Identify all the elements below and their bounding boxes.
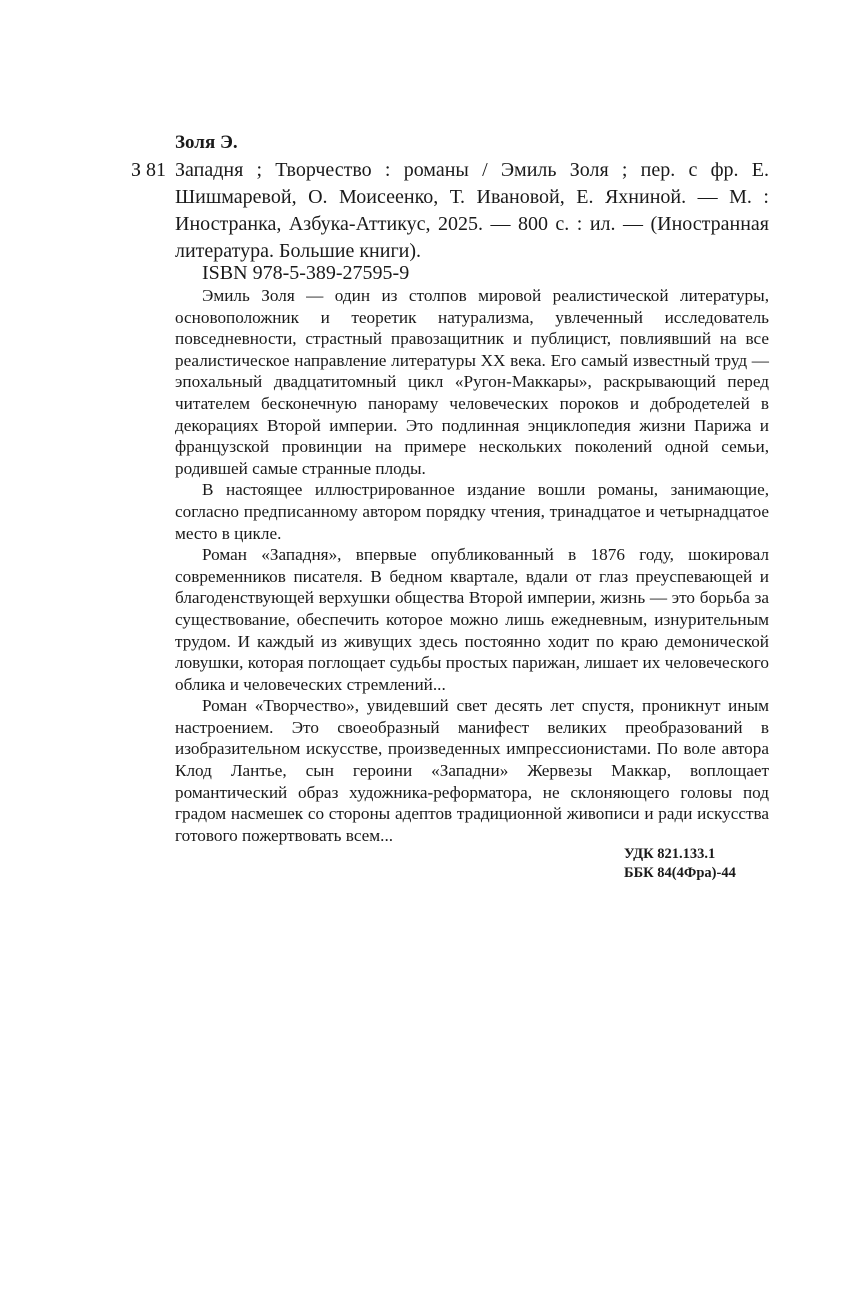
- bbk-code: ББК 84(4Фра)-44: [624, 865, 736, 881]
- annotation: [175, 285, 769, 846]
- isbn: ISBN 978-5-389-27595-9: [202, 262, 410, 284]
- classification-codes: [624, 845, 736, 883]
- annotation-paragraph: В настоящее иллюстрированное издание вошли романы, занимающие, согласно предписанному автором порядку чтения, тринадцатое и четырнадцатое место в цикле.: [175, 480, 769, 543]
- annotation-paragraph: Роман «Творчество», увидевший свет десять лет спустя, проникнут иным настроением. Это своеобразный манифест великих преобразований в изобразительном искусстве, произведенных импрессионистами. По воле автора Клод Лантье, сын героини «Западни» Жервезы Маккар, воплощает романтический образ художника-реформатора, не склоняющего головы под градом насмешек со стороны адептов традиционной живописи и ради искусства готового пожертвовать всем...: [175, 696, 769, 845]
- bibliographic-record: Западня ; Творчество : романы / Эмиль Золя ; пер. с фр. Е. Шишмаревой, О. Моисеенко, Т. Ивановой, Е. Яхниной. — М. : Иностранка, Азбука-Аттикус, 2025. — 800 с. : ил. — (Иностранная литература. Большие книги).: [175, 159, 769, 262]
- author-heading: Золя Э.: [175, 132, 238, 153]
- annotation-paragraph: Эмиль Золя — один из столпов мировой реалистической литературы, основоположник и теоретик натурализма, увлеченный исследователь повседневности, страстный правозащитник и публицист, повлиявший на все реалистическое направление литературы XX века. Его самый известный труд — эпохальный двадцатитомный цикл «Ругон-Маккары», раскрывающий перед читателем бесконечную панораму человеческих пороков и добродетелей в декорациях Второй империи. Это подлинная энциклопедия жизни Парижа и французской провинции на примере нескольких поколений одной семьи, родившей самые странные плоды.: [175, 286, 769, 478]
- catalog-code: З 81: [131, 159, 167, 181]
- udk-code: УДК 821.133.1: [624, 846, 716, 862]
- annotation-paragraph: Роман «Западня», впервые опубликованный в 1876 году, шокировал современников писателя. В бедном квартале, вдали от глаз преуспевающей и благоденствующей верхушки общества Второй империи, жизнь — это борьба за существование, обеспечить которое можно лишь ежедневным, изнурительным трудом. И каждый из живущих здесь постоянно ходит по краю демонической ловушки, которая поглощает судьбы простых парижан, лишает их человеческого облика и человеческих стремлений...: [175, 545, 769, 694]
